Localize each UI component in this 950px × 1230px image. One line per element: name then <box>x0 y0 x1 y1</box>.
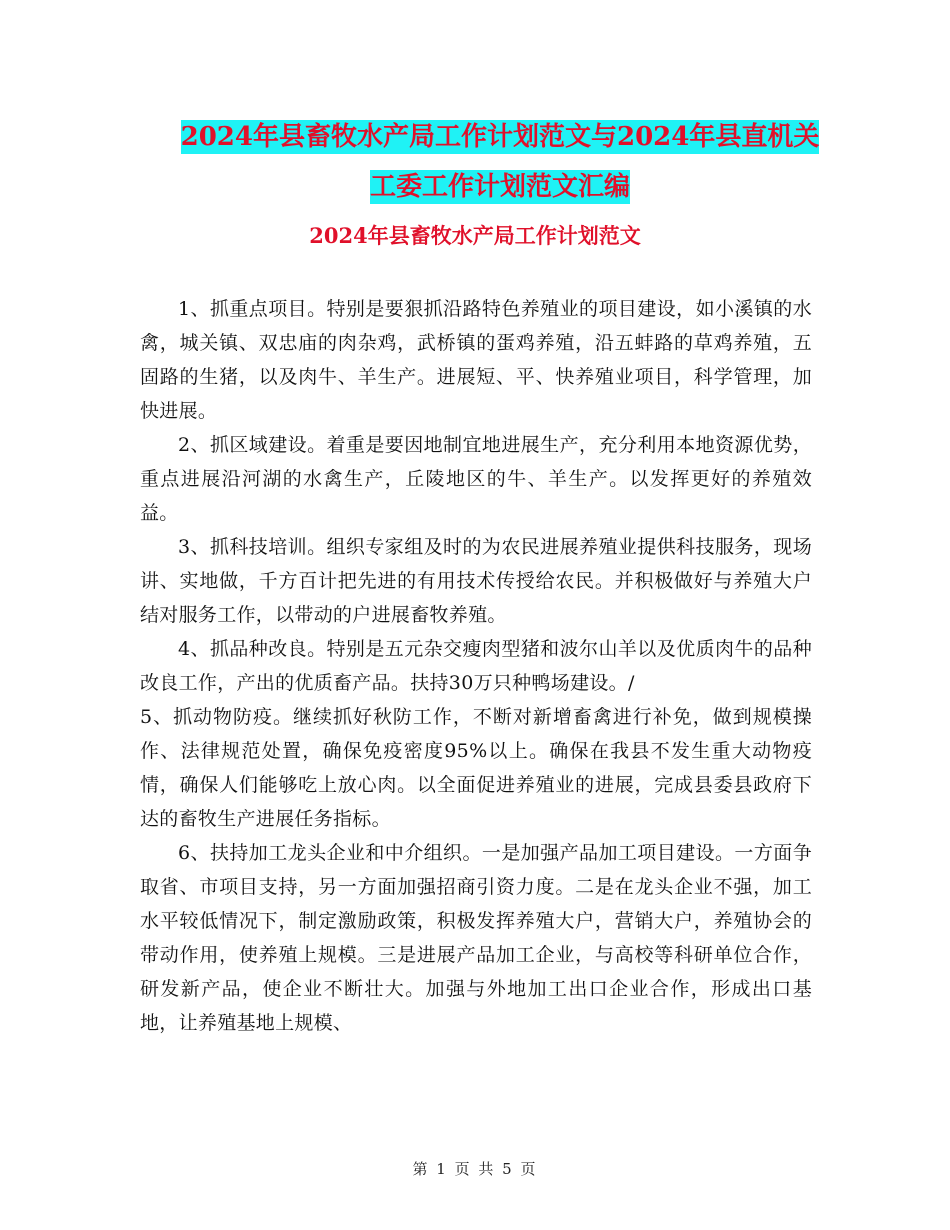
section-title: 2024年县畜牧水产局工作计划范文 <box>309 223 641 248</box>
document-title-line2: 工委工作计划范文汇编 <box>369 172 630 202</box>
document-title-line1: 2024年县畜牧水产局工作计划范文与2024年县直机关 <box>180 122 820 152</box>
paragraph-5: 5、抓动物防疫。继续抓好秋防工作，不断对新增畜禽进行补免，做到规模操作、法律规范处置，确保免疫密度95%以上。确保在我县不发生重大动物疫情，确保人们能够吃上放心肉。以全面促进养殖业的进展，完成县委县政府下达的畜牧生产进展任务指标。 <box>140 706 812 830</box>
document-title <box>130 112 870 212</box>
paragraph-1: 1、抓重点项目。特别是要狠抓沿路特色养殖业的项目建设，如小溪镇的水禽，城关镇、双忠庙的肉杂鸡，武桥镇的蛋鸡养殖，沿五蚌路的草鸡养殖，五固路的生猪，以及肉牛、羊生产。进展短、平、快养殖业项目，科学管理，加快进展。 <box>140 298 812 422</box>
paragraph-2: 2、抓区域建设。着重是要因地制宜地进展生产，充分利用本地资源优势，重点进展沿河湖的水禽生产，丘陵地区的牛、羊生产。以发挥更好的养殖效益。 <box>140 434 812 524</box>
paragraph-4: 4、抓品种改良。特别是五元杂交瘦肉型猪和波尔山羊以及优质肉牛的品种改良工作，产出的优质畜产品。扶持30万只种鸭场建设。/ <box>140 638 812 694</box>
page-footer: 第 1 页 共 5 页 <box>412 1160 538 1178</box>
body-text <box>140 292 812 1040</box>
paragraph-6: 6、扶持加工龙头企业和中介组织。一是加强产品加工项目建设。一方面争取省、市项目支持，另一方面加强招商引资力度。二是在龙头企业不强，加工水平较低情况下，制定激励政策，积极发挥养殖大户，营销大户，养殖协会的带动作用，使养殖上规模。三是进展产品加工企业，与高校等科研单位合作，研发新产品，使企业不断壮大。加强与外地加工出口企业合作，形成出口基地，让养殖基地上规模、 <box>140 842 812 1034</box>
paragraph-3: 3、抓科技培训。组织专家组及时的为农民进展养殖业提供科技服务，现场讲、实地做，千方百计把先进的有用技术传授给农民。并积极做好与养殖大户结对服务工作，以带动的户进展畜牧养殖。 <box>140 536 812 626</box>
